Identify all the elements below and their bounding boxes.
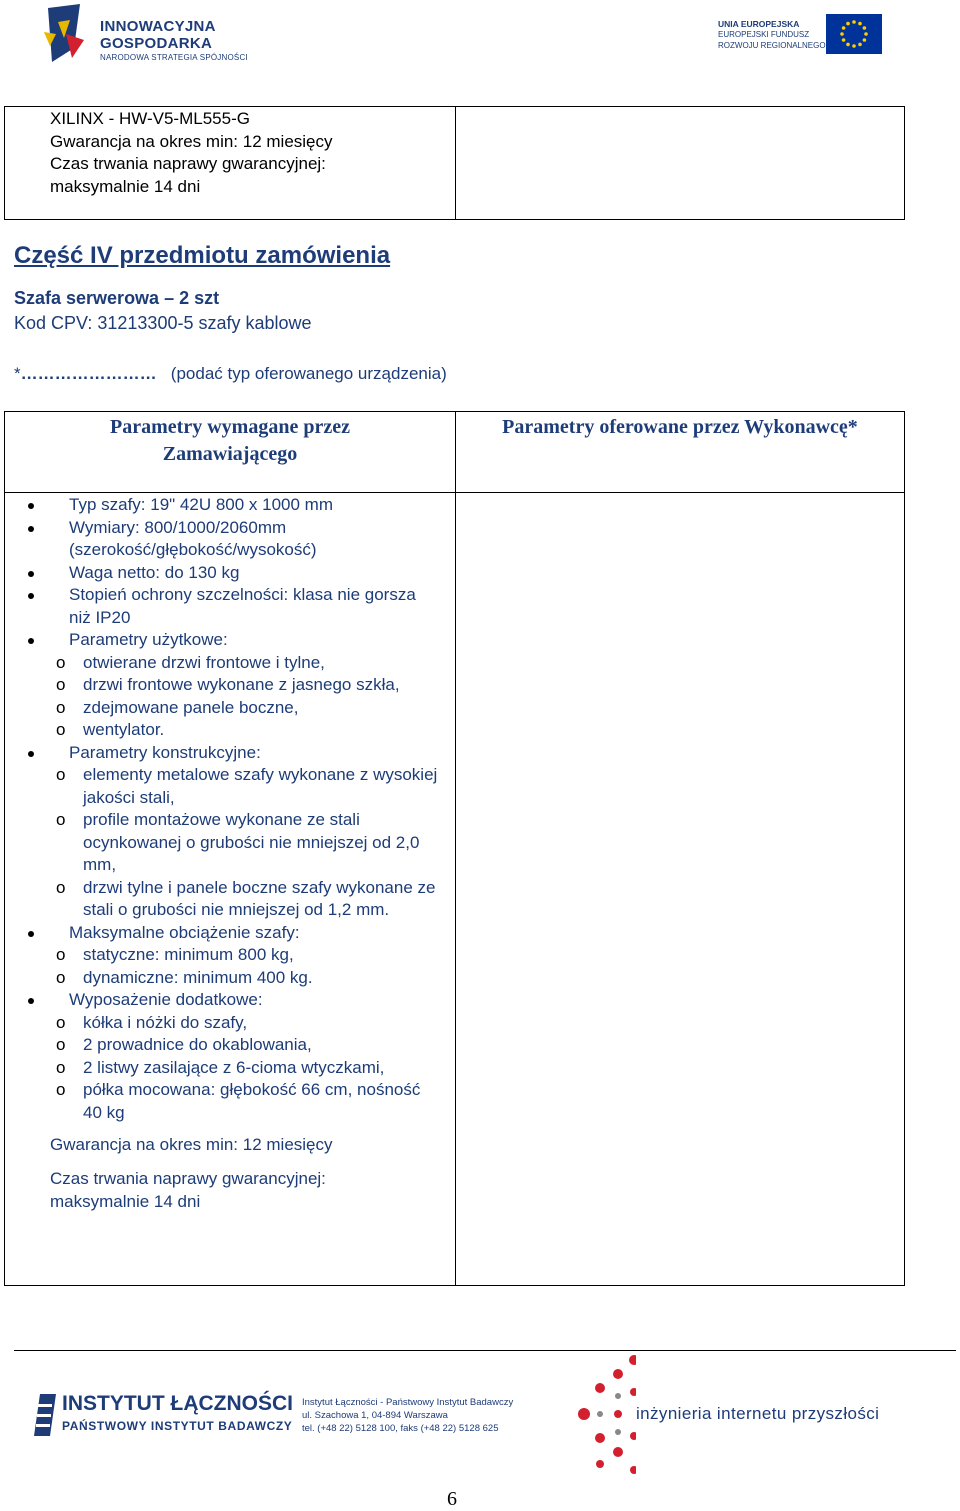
spec-item-text: dynamiczne: minimum 400 kg. (83, 967, 313, 987)
spec-sub-item (0, 809, 456, 877)
future-internet-logo (576, 1352, 956, 1478)
table1-line: maksymalnie 14 dni (50, 176, 201, 196)
footer-divider (14, 1350, 956, 1351)
table1-line: Czas trwania naprawy gwarancyjnej: (50, 154, 326, 173)
spec-item-text: Maksymalne obciążenie szafy: (69, 922, 300, 942)
sub-marker: o (56, 720, 66, 739)
il-address-line2: ul. Szachowa 1, 04-894 Warszawa (302, 1410, 448, 1421)
placeholder-dots: …………………… (20, 364, 157, 383)
sub-marker: o (56, 652, 66, 672)
spec-sub-item (0, 764, 456, 809)
section-title: Część IV przedmiotu zamówienia (14, 242, 391, 269)
spec-sub-item (0, 1079, 456, 1124)
bullet-icon (28, 998, 34, 1004)
sub-marker: o (56, 945, 66, 964)
spec-item-text: Parametry konstrukcyjne: (69, 742, 261, 762)
table1-line: Gwarancja na okres min: 12 miesięcy (50, 131, 333, 151)
sub-marker: o (56, 967, 66, 987)
spec-item-text: półka mocowana: głębokość 66 cm, nośność 40 kg (83, 1080, 421, 1122)
repair-line1: Czas trwania naprawy gwarancyjnej: (50, 1169, 326, 1188)
spec-bullet-item (0, 922, 456, 945)
repair-line2: maksymalnie 14 dni (50, 1191, 201, 1211)
spec-bullet-item (0, 494, 456, 517)
header-left-line2: Zamawiającego (162, 443, 298, 465)
sub-marker: o (56, 1057, 66, 1077)
spec-sub-item (0, 719, 456, 742)
placeholder-text: (podać typ oferowanego urządzenia) (170, 364, 447, 383)
bullet-icon (28, 503, 34, 509)
bullet-icon (28, 931, 34, 937)
spec-item-text: Stopień ochrony szczelności: klasa nie gorsza niż IP20 (69, 585, 416, 627)
spec-sub-item (0, 1012, 456, 1035)
spec-item-text: zdejmowane panele boczne, (83, 697, 299, 717)
il-address-line3: tel. (+48 22) 5128 100, faks (+48 22) 5128 625 (302, 1423, 499, 1434)
eu-flag-icon (826, 14, 882, 54)
spec-sub-item (0, 697, 456, 720)
spec-item-text: drzwi frontowe wykonane z jasnego szkła, (83, 675, 400, 694)
il-mark-icon (34, 1394, 56, 1436)
spec-sub-item (0, 967, 456, 990)
eu-logo-line2: EUROPEJSKI FUNDUSZ (718, 30, 810, 39)
spec-bullet-item (0, 517, 456, 562)
table1-text (50, 108, 333, 198)
spec-item-text: wentylator. (83, 720, 165, 739)
spec-item-text: kółka i nóżki do szafy, (83, 1012, 248, 1032)
spec-list (0, 494, 456, 1124)
section-subtitle: Szafa serwerowa – 2 szt (14, 288, 220, 308)
spec-bullet-item (0, 742, 456, 765)
cpv-code: Kod CPV: 31213300-5 szafy kablowe (14, 313, 312, 333)
instytut-lacznosci-logo (34, 1392, 554, 1442)
sub-marker: o (56, 1035, 66, 1054)
placeholder-star: * (14, 364, 21, 383)
sub-marker: o (56, 697, 66, 717)
spec-bullet-item (0, 989, 456, 1012)
spec-item-text: Wyposażenie dodatkowe: (69, 990, 263, 1009)
spec-item-text: profile montażowe wykonane ze stali ocynkowanej o grubości nie mniejszej od 2,0 mm, (83, 810, 420, 874)
eu-logo-line1: UNIA EUROPEJSKA (718, 19, 800, 29)
sub-marker: o (56, 810, 66, 829)
bullet-icon (28, 526, 34, 532)
spec-item-text: drzwi tylne i panele boczne szafy wykonane ze stali o grubości nie mniejszej od 1,2 mm. (83, 877, 436, 919)
spec-item-text: Waga netto: do 130 kg (69, 562, 240, 582)
table2-header-left (4, 414, 456, 468)
spec-item-text: otwierane drzwi frontowe i tylne, (83, 652, 325, 672)
table1-line: XILINX - HW-V5-ML555-G (50, 109, 250, 128)
il-address-line1: Instytut Łączności - Państwowy Instytut Badawczy (302, 1397, 514, 1408)
eu-fund-logo (712, 6, 888, 62)
spec-sub-item (0, 652, 456, 675)
spec-bullet-item (0, 629, 456, 652)
ig-flag-icon (44, 4, 86, 64)
il-name: INSTYTUT ŁĄCZNOŚCI (62, 1392, 293, 1415)
ig-logo-line1: INNOWACYJNA (100, 18, 216, 35)
spec-sub-item (0, 944, 456, 967)
page-number: 6 (447, 1488, 457, 1510)
spec-item-text: Typ szafy: 19" 42U 800 x 1000 mm (69, 495, 333, 514)
spec-bullet-item (0, 562, 456, 585)
table2-body-right-cell (455, 492, 905, 1286)
spec-item-text: elementy metalowe szafy wykonane z wysokiej jakości stali, (83, 765, 438, 807)
spec-item-text: Wymiary: 800/1000/2060mm (szerokość/głębokość/wysokość) (69, 517, 317, 559)
innowacyjna-gospodarka-logo (44, 2, 254, 66)
warranty-text: Gwarancja na okres min: 12 miesięcy (50, 1135, 333, 1154)
spec-bullet-item (0, 584, 456, 629)
bullet-icon (28, 638, 34, 644)
sub-marker: o (56, 877, 66, 897)
spec-sub-item (0, 877, 456, 922)
offered-device-placeholder (14, 364, 447, 384)
sub-marker: o (56, 675, 66, 694)
bullet-icon (28, 571, 34, 577)
sub-marker: o (56, 765, 66, 784)
spec-item-text: statyczne: minimum 800 kg, (83, 945, 294, 964)
spec-item-text: 2 listwy zasilające z 6-cioma wtyczkami, (83, 1057, 385, 1077)
dots-cluster-icon (576, 1352, 636, 1478)
spec-sub-item (0, 674, 456, 697)
repair-time-text (50, 1168, 326, 1213)
sub-marker: o (56, 1080, 66, 1099)
ig-logo-line2: GOSPODARKA (100, 35, 213, 52)
spec-sub-item (0, 1034, 456, 1057)
spec-sub-item (0, 1057, 456, 1080)
spec-item-text: Parametry użytkowe: (69, 630, 228, 649)
table2-header-right: Parametry oferowane przez Wykonawcę* (502, 416, 858, 438)
il-subname: PAŃSTWOWY INSTYTUT BADAWCZY (62, 1419, 293, 1433)
table1-right-cell (455, 106, 905, 220)
bullet-icon (28, 593, 34, 599)
spec-item-text: 2 prowadnice do okablowania, (83, 1035, 312, 1054)
ig-logo-line3: NARODOWA STRATEGIA SPÓJNOŚCI (100, 53, 248, 62)
eu-logo-line3: ROZWOJU REGIONALNEGO (718, 41, 826, 50)
header-left-line1: Parametry wymagane przez (110, 416, 350, 438)
iip-text: inżynieria internetu przyszłości (636, 1404, 880, 1423)
bullet-icon (28, 751, 34, 757)
sub-marker: o (56, 1012, 66, 1032)
